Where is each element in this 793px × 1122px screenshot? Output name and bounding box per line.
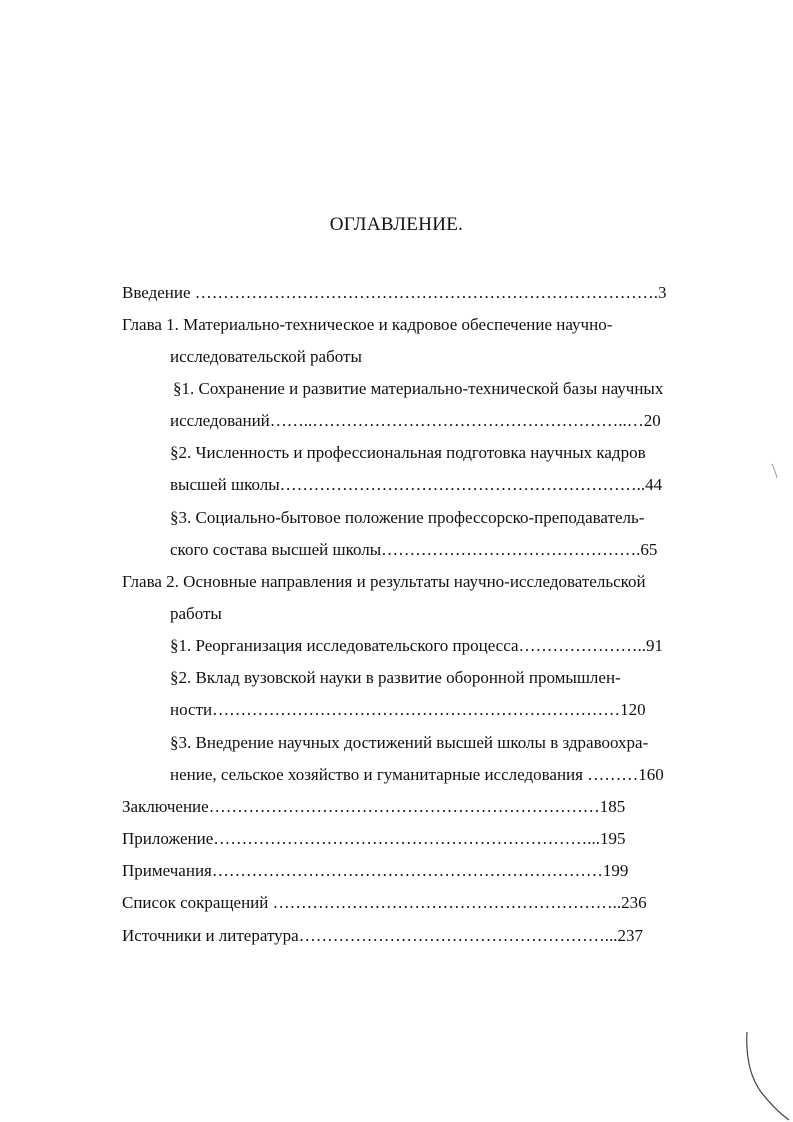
toc-entry-chapter-2-line-1: Глава 2. Основные направления и результаты научно-исследовательской [122, 572, 646, 591]
scan-artifact-curve [735, 1030, 793, 1122]
toc-entry-ch1-section-2-line-2: высшей школы………………………………………………………..44 [170, 475, 663, 494]
toc-entry-introduction: Введение ……………………………………………………………………….3 [122, 283, 667, 302]
toc-entry-notes: Примечания……………………………………………………………199 [122, 861, 629, 880]
toc-entry-chapter-1-line-1: Глава 1. Материально-техническое и кадровое обеспечение научно- [122, 315, 613, 334]
scan-artifact-tick [770, 462, 780, 482]
toc-entry-ch2-section-3-line-2: нение, сельское хозяйство и гуманитарные исследования ………160 [170, 765, 664, 784]
toc-entry-ch2-section-2-line-2: ности………………………………………………………………120 [170, 700, 646, 719]
toc-title: ОГЛАВЛЕНИЕ. [329, 214, 464, 235]
toc-entry-ch2-section-1: §1. Реорганизация исследовательского процесса…………………..91 [170, 636, 664, 655]
toc-entry-appendix: Приложение…………………………………………………………...195 [122, 829, 626, 848]
toc-entry-ch1-section-3-line-2: ского состава высшей школы……………………………………….65 [170, 540, 658, 559]
toc-entry-ch1-section-1-line-2: исследований……..………………………………………………..…20 [170, 411, 661, 430]
toc-entry-conclusion: Заключение……………………………………………………………185 [122, 797, 626, 816]
toc-entry-ch2-section-2-line-1: §2. Вклад вузовской науки в развитие оборонной промышлен- [170, 668, 621, 687]
toc-entry-sources: Источники и литература………………………………………………...237 [122, 926, 643, 945]
toc-entry-ch1-section-1-line-1: §1. Сохранение и развитие материально-технической базы научных [173, 379, 664, 398]
toc-entry-ch2-section-3-line-1: §3. Внедрение научных достижений высшей школы в здравоохра- [170, 733, 649, 752]
toc-entry-chapter-2-line-2: работы [170, 604, 222, 623]
toc-entry-chapter-1-line-2: исследовательской работы [170, 347, 362, 366]
toc-entry-ch1-section-2-line-1: §2. Численность и профессиональная подготовка научных кадров [170, 443, 646, 462]
toc-entry-abbreviations: Список сокращений ……………………………………………………..236 [122, 893, 647, 912]
toc-entry-ch1-section-3-line-1: §3. Социально-бытовое положение профессорско-преподаватель- [170, 508, 645, 527]
